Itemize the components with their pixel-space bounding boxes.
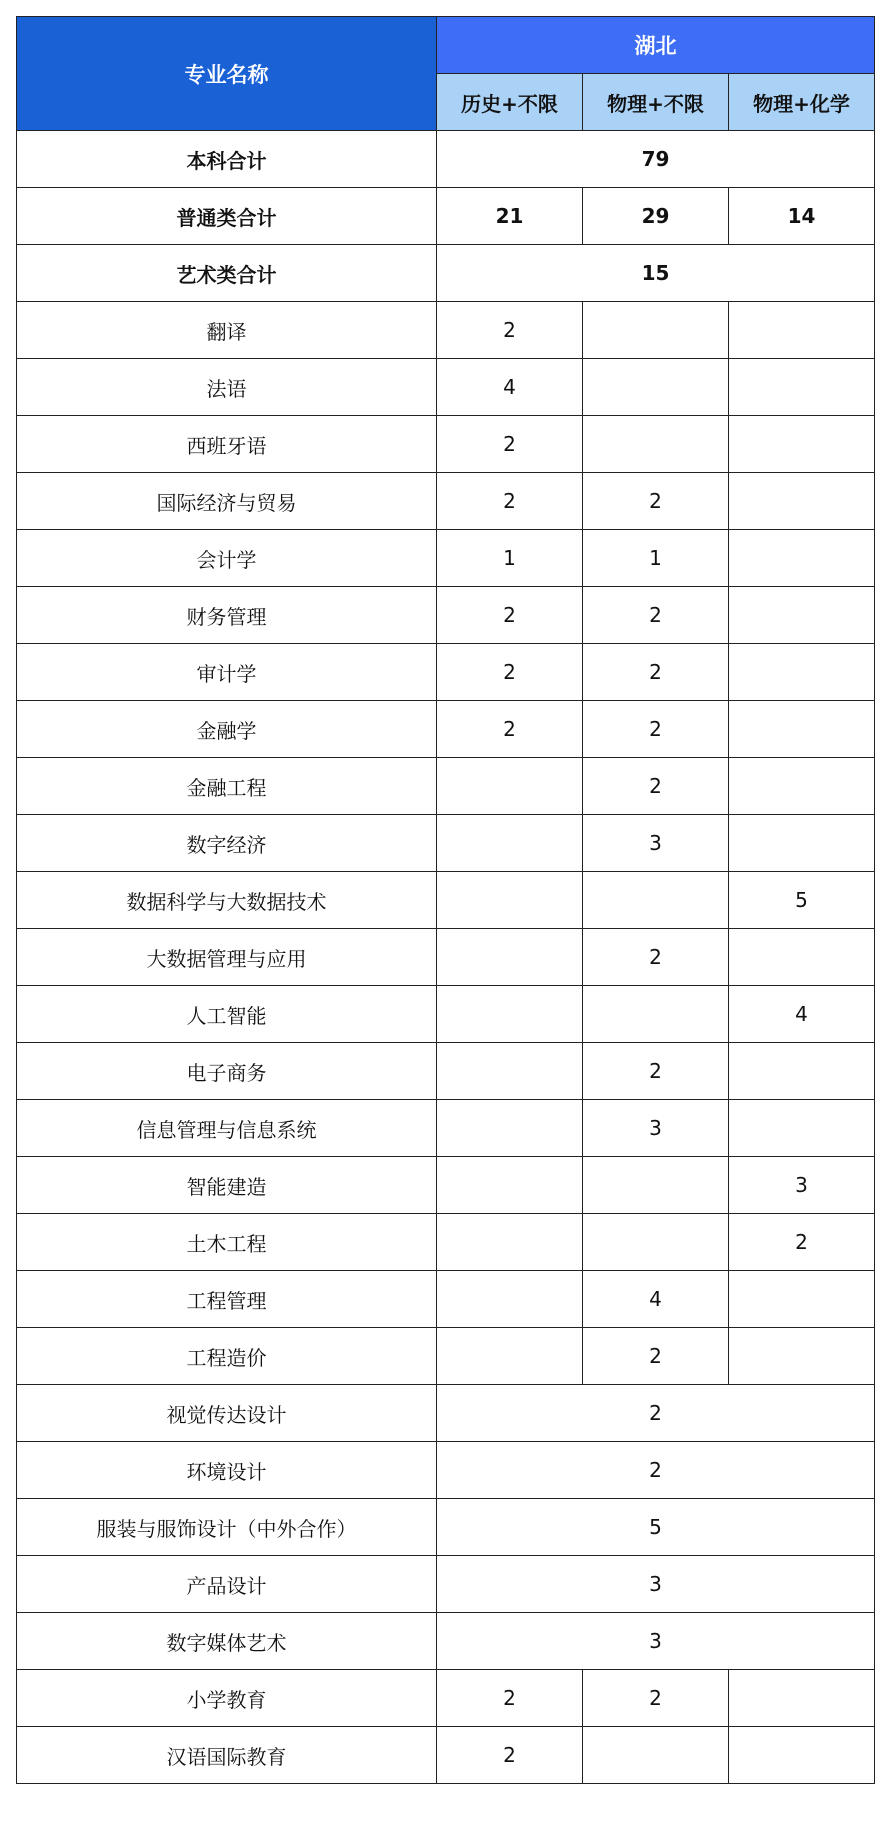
quota-history-cell xyxy=(437,1043,583,1100)
quota-physics-chemistry-cell: 3 xyxy=(729,1157,875,1214)
major-name-cell: 翻译 xyxy=(17,302,437,359)
quota-physics-chemistry-cell xyxy=(729,758,875,815)
quota-physics-cell xyxy=(583,1214,729,1271)
quota-history-cell xyxy=(437,1328,583,1385)
quota-physics-chemistry-cell: 4 xyxy=(729,986,875,1043)
quota-total-cell: 79 xyxy=(437,131,875,188)
major-name-cell: 视觉传达设计 xyxy=(17,1385,437,1442)
quota-history-cell: 2 xyxy=(437,302,583,359)
major-name-cell: 本科合计 xyxy=(17,131,437,188)
table-row xyxy=(17,815,875,872)
quota-total-cell: 3 xyxy=(437,1613,875,1670)
quota-physics-cell: 29 xyxy=(583,188,729,245)
major-rows xyxy=(17,302,875,1784)
quota-physics-chemistry-cell xyxy=(729,701,875,758)
quota-physics-cell: 2 xyxy=(583,644,729,701)
major-name-cell: 土木工程 xyxy=(17,1214,437,1271)
quota-physics-cell xyxy=(583,302,729,359)
table-row xyxy=(17,1157,875,1214)
major-name-cell: 国际经济与贸易 xyxy=(17,473,437,530)
quota-physics-chemistry-cell: 2 xyxy=(729,1214,875,1271)
quota-physics-chemistry-cell xyxy=(729,815,875,872)
quota-physics-cell: 3 xyxy=(583,815,729,872)
quota-physics-cell: 1 xyxy=(583,530,729,587)
quota-physics-chemistry-cell xyxy=(729,416,875,473)
quota-history-cell: 2 xyxy=(437,416,583,473)
quota-physics-cell: 2 xyxy=(583,929,729,986)
major-name-cell: 数据科学与大数据技术 xyxy=(17,872,437,929)
table-row xyxy=(17,359,875,416)
table-row xyxy=(17,1556,875,1613)
major-name-cell: 艺术类合计 xyxy=(17,245,437,302)
table-row xyxy=(17,1613,875,1670)
summary-row xyxy=(17,245,875,302)
quota-physics-cell: 2 xyxy=(583,1043,729,1100)
quota-physics-chemistry-cell xyxy=(729,929,875,986)
major-name-cell: 数字媒体艺术 xyxy=(17,1613,437,1670)
region-header: 湖北 xyxy=(437,17,875,74)
quota-history-cell xyxy=(437,758,583,815)
summary-rows xyxy=(17,131,875,302)
quota-history-cell: 2 xyxy=(437,701,583,758)
quota-history-cell xyxy=(437,1100,583,1157)
major-name-cell: 会计学 xyxy=(17,530,437,587)
major-name-cell: 工程造价 xyxy=(17,1328,437,1385)
quota-physics-chemistry-cell xyxy=(729,1043,875,1100)
major-name-header: 专业名称 xyxy=(17,17,437,131)
major-name-cell: 小学教育 xyxy=(17,1670,437,1727)
quota-history-cell xyxy=(437,986,583,1043)
table-row xyxy=(17,1328,875,1385)
quota-physics-cell: 2 xyxy=(583,758,729,815)
quota-physics-cell: 3 xyxy=(583,1100,729,1157)
table-row xyxy=(17,1727,875,1784)
summary-row xyxy=(17,131,875,188)
quota-history-cell: 2 xyxy=(437,644,583,701)
quota-physics-cell: 2 xyxy=(583,1670,729,1727)
major-name-cell: 信息管理与信息系统 xyxy=(17,1100,437,1157)
quota-total-cell: 3 xyxy=(437,1556,875,1613)
table-row xyxy=(17,1385,875,1442)
quota-total-cell: 2 xyxy=(437,1385,875,1442)
quota-physics-chemistry-cell xyxy=(729,1271,875,1328)
quota-physics-cell xyxy=(583,416,729,473)
quota-physics-chemistry-cell xyxy=(729,473,875,530)
summary-row xyxy=(17,188,875,245)
table-row xyxy=(17,416,875,473)
quota-history-cell: 2 xyxy=(437,1727,583,1784)
major-name-cell: 普通类合计 xyxy=(17,188,437,245)
table-row xyxy=(17,302,875,359)
major-name-cell: 数字经济 xyxy=(17,815,437,872)
table-row xyxy=(17,1271,875,1328)
major-name-cell: 大数据管理与应用 xyxy=(17,929,437,986)
quota-history-cell: 4 xyxy=(437,359,583,416)
quota-history-cell: 21 xyxy=(437,188,583,245)
table-header xyxy=(17,17,875,131)
table-row xyxy=(17,644,875,701)
table-row xyxy=(17,929,875,986)
enrollment-quota-table xyxy=(16,16,875,1784)
quota-physics-chemistry-cell xyxy=(729,530,875,587)
quota-history-cell: 1 xyxy=(437,530,583,587)
subject-header-physics: 物理+不限 xyxy=(583,74,729,131)
major-name-cell: 财务管理 xyxy=(17,587,437,644)
quota-physics-cell: 2 xyxy=(583,701,729,758)
table-row xyxy=(17,530,875,587)
quota-history-cell: 2 xyxy=(437,473,583,530)
major-name-cell: 汉语国际教育 xyxy=(17,1727,437,1784)
table-row xyxy=(17,872,875,929)
subject-header-physics-chemistry: 物理+化学 xyxy=(729,74,875,131)
table-row xyxy=(17,473,875,530)
quota-history-cell xyxy=(437,872,583,929)
quota-history-cell: 2 xyxy=(437,587,583,644)
quota-physics-cell xyxy=(583,872,729,929)
quota-physics-chemistry-cell xyxy=(729,644,875,701)
table-row xyxy=(17,1670,875,1727)
quota-history-cell xyxy=(437,1271,583,1328)
quota-history-cell xyxy=(437,1214,583,1271)
major-name-cell: 西班牙语 xyxy=(17,416,437,473)
major-name-cell: 工程管理 xyxy=(17,1271,437,1328)
major-name-cell: 服装与服饰设计（中外合作） xyxy=(17,1499,437,1556)
major-name-cell: 金融学 xyxy=(17,701,437,758)
quota-history-cell xyxy=(437,1157,583,1214)
subject-header-history: 历史+不限 xyxy=(437,74,583,131)
quota-total-cell: 15 xyxy=(437,245,875,302)
quota-physics-cell xyxy=(583,359,729,416)
table-row xyxy=(17,587,875,644)
quota-physics-cell xyxy=(583,1727,729,1784)
major-name-cell: 环境设计 xyxy=(17,1442,437,1499)
table-row xyxy=(17,1499,875,1556)
quota-physics-chemistry-cell xyxy=(729,1100,875,1157)
quota-physics-chemistry-cell: 5 xyxy=(729,872,875,929)
table-row xyxy=(17,701,875,758)
quota-physics-cell: 4 xyxy=(583,1271,729,1328)
quota-history-cell xyxy=(437,815,583,872)
quota-physics-cell xyxy=(583,1157,729,1214)
quota-physics-cell: 2 xyxy=(583,473,729,530)
table-row xyxy=(17,1043,875,1100)
major-name-cell: 电子商务 xyxy=(17,1043,437,1100)
quota-physics-cell: 2 xyxy=(583,587,729,644)
quota-total-cell: 2 xyxy=(437,1442,875,1499)
major-name-cell: 金融工程 xyxy=(17,758,437,815)
major-name-cell: 审计学 xyxy=(17,644,437,701)
quota-physics-chemistry-cell xyxy=(729,587,875,644)
major-name-cell: 智能建造 xyxy=(17,1157,437,1214)
table-row xyxy=(17,1214,875,1271)
table-row xyxy=(17,1100,875,1157)
quota-history-cell xyxy=(437,929,583,986)
major-name-cell: 人工智能 xyxy=(17,986,437,1043)
quota-history-cell: 2 xyxy=(437,1670,583,1727)
table-row xyxy=(17,1442,875,1499)
quota-total-cell: 5 xyxy=(437,1499,875,1556)
quota-physics-chemistry-cell xyxy=(729,302,875,359)
major-name-cell: 产品设计 xyxy=(17,1556,437,1613)
table-row xyxy=(17,986,875,1043)
quota-physics-chemistry-cell xyxy=(729,359,875,416)
quota-physics-cell xyxy=(583,986,729,1043)
table-row xyxy=(17,758,875,815)
quota-physics-cell: 2 xyxy=(583,1328,729,1385)
quota-physics-chemistry-cell xyxy=(729,1670,875,1727)
quota-physics-chemistry-cell xyxy=(729,1727,875,1784)
major-name-cell: 法语 xyxy=(17,359,437,416)
quota-physics-chemistry-cell xyxy=(729,1328,875,1385)
quota-physics-chemistry-cell: 14 xyxy=(729,188,875,245)
